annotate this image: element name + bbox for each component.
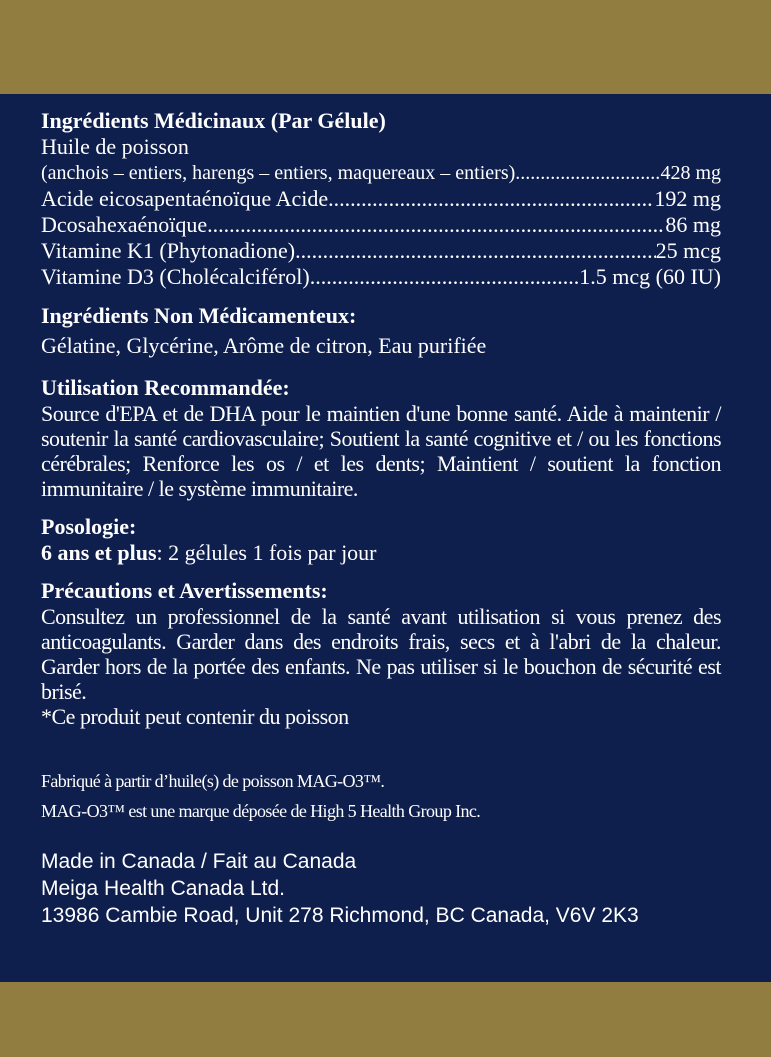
usage-heading: Utilisation Recommandée:: [41, 375, 290, 400]
dosage-text: : 2 gélules 1 fois par jour: [156, 540, 377, 565]
fish-oil-amount: 428 mg: [660, 162, 721, 184]
fish-oil-row: [41, 160, 721, 186]
trademark-line-1: Fabriqué à partir d’huile(s) de poisson MAG-O3™.: [41, 771, 385, 791]
label-panel: [0, 94, 771, 982]
ingredient-amount: 86 mg: [665, 212, 721, 237]
ingredient-row: [41, 186, 721, 212]
label-content: [41, 108, 721, 929]
ingredient-name: Dcosahexaénoïque: [41, 212, 208, 237]
bottom-gold-band: [0, 982, 771, 1057]
ingredient-row: [41, 238, 721, 264]
warnings-text: Consultez un professionnel de la santé avant utilisation si vous prenez des anticoagulants. Garder dans des endroits frais, secs et à l'abri de la chaleur. Garder hors de la portée des enfants. Ne pas utiliser si le bouchon de sécurité est brisé.: [41, 604, 721, 704]
ingredient-amount: 25 mcg: [655, 238, 721, 263]
non-medicinal-heading: Ingrédients Non Médicamenteux:: [41, 303, 357, 328]
ingredient-amount: 1.5 mcg (60 IU): [579, 264, 721, 289]
leader-dots: [328, 186, 654, 212]
top-gold-band: [0, 0, 771, 94]
trademark-line-2: MAG-O3™ est une marque déposée de High 5 Health Group Inc.: [41, 801, 481, 821]
fish-note: *Ce produit peut contenir du poisson: [41, 704, 349, 729]
ingredient-row: [41, 212, 721, 238]
company-name: Meiga Health Canada Ltd.: [41, 877, 285, 900]
dosage-heading: Posologie:: [41, 514, 137, 539]
dosage-line: [41, 540, 721, 566]
made-in-canada: Made in Canada / Fait au Canada: [41, 850, 357, 873]
medicinal-heading: Ingrédients Médicinaux (Par Gélule): [41, 108, 386, 133]
ingredient-name: Acide eicosapentaénoïque Acide: [41, 186, 329, 211]
company-address: 13986 Cambie Road, Unit 278 Richmond, BC Canada, V6V 2K3: [41, 904, 639, 927]
non-medicinal-text: Gélatine, Glycérine, Arôme de citron, Eau purifiée: [41, 333, 487, 358]
ingredient-name: Vitamine K1 (Phytonadione): [41, 238, 296, 263]
fish-oil-detail: (anchois – entiers, harengs – entiers, maquereaux – entiers): [41, 162, 516, 184]
ingredient-name: Vitamine D3 (Cholécalciférol): [41, 264, 310, 289]
dosage-age: 6 ans et plus: [41, 540, 157, 565]
usage-text: Source d'EPA et de DHA pour le maintien d'une bonne santé. Aide à maintenir / soutenir la santé cardiovasculaire; Soutient la santé cognitive et / ou les fonctions cérébrales; Renforce les os / et les dents; Maintient / soutient la fonction immunitaire / le système immunitaire.: [41, 401, 721, 501]
ingredient-row: [41, 264, 721, 290]
ingredient-amount: 192 mg: [654, 186, 721, 211]
leader-dots: [207, 212, 665, 238]
fish-oil-label: Huile de poisson: [41, 134, 189, 159]
leader-dots: [515, 160, 660, 186]
leader-dots: [295, 238, 656, 264]
leader-dots: [310, 264, 580, 290]
warnings-heading: Précautions et Avertissements:: [41, 578, 328, 603]
